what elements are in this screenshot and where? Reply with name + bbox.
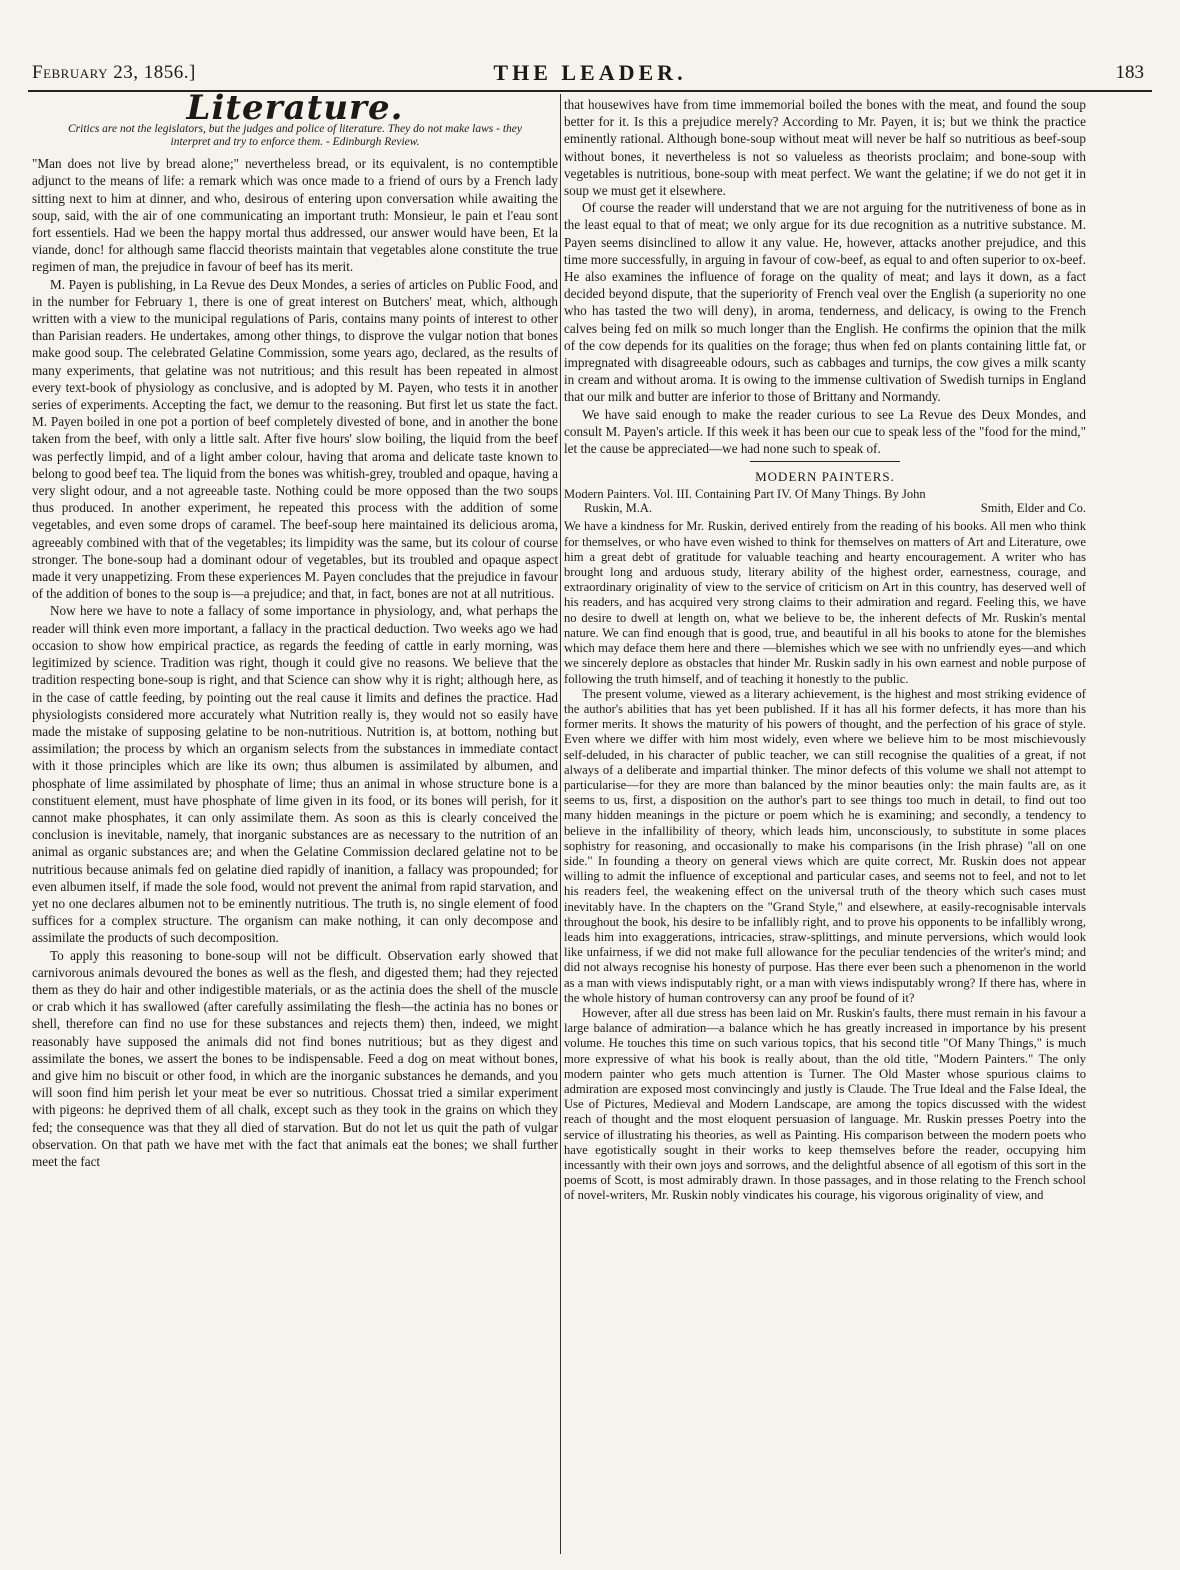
column-divider (560, 94, 561, 1554)
article-paragraph: To apply this reasoning to bone-soup will not be difficult. Observation early showed that carnivorous animals devoured the bones as well as the flesh, and digested them; had they rejected them as they do hair and other indigestible materials, or as the actinia does the shell of the muscle or crab which it has swallowed (after carefully assimilating the flesh—the actinia has no bones or shell, therefore can find no use for these substances and rejects them) then, indeed, we might reasonably have supposed the animals did not find bones nutritious; but as they digest and assimilate the bones, we assert the bones to be indispensable. Feed a dog on meat without bones, and give him no biscuit or other food, in which are the inorganic substances he demands, and you will soon find him perish let your meat be ever so nutritious. Chossat tried a similar experiment with pigeons: he deprived them of all chalk, except such as they took in the grains on which they fed; the consequence was that they all died of starvation. But do not let us quit the path of vulgar observation. On that path we have met with the fact that animals eat the bones; we shall further meet the fact (32, 947, 558, 1169)
page-header (28, 58, 1152, 88)
review-title: MODERN PAINTERS. (755, 469, 895, 485)
newspaper-title: THE LEADER. (493, 60, 687, 85)
review-paragraph: The present volume, viewed as a literary achievement, is the highest and most striking evidence of the author's abilities that has yet been published. If it has all his former defects, it has more than his former merits. It shows the maturity of his powers of thought, and the perfection of his grace of style. Even where we differ with him most widely, even where we believe him to be most mischievously self-deluded, in his character of public teacher, we can still recognise the qualities of a great, if not always of a deliberate and impartial thinker. The minor defects of this volume we shall not attempt to particularise—for they are more than balanced by the minor beauties only: the main faults are, as it seems to us, first, a disposition on the author's part to see things too much in detail, to find out too many hidden meanings in the picture or poem which he is examining; and secondly, a tendency to believe in the infallibility of theory, which leads him, unconsciously, to substitute in some places sophistry for reasoning, and occasionally to make his comparisons (in the Irish phrase) "all on one side." In founding a theory on general views which are quite correct, Mr. Ruskin does not appear willing to admit the influence of exceptional and particular cases, and seems not to feel, and not to let his readers feel, the weakening effect on the universal truth of the theory which such cases must inevitably have. In the chapters on the "Grand Style," and elsewhere, at easily-recognisable intervals throughout the book, his desire to be infallibly right, and to prove his opponents to be infallibly wrong, leads him into exaggerations, intricacies, straw-splittings, and minute perversions, which would look like unfairness, if we did not make full allowance for the peculiar tendencies of the writer's mind; and did not always recognise his honesty of purpose. Has there ever been such a phenomenon in the world as a man with views indisputably right, or a man with views indisputably wrong? If there has, where in the whole history of human controversy can any proof be found of it? (564, 686, 1086, 1005)
review-bibliography-line2 (564, 501, 1086, 515)
review-bibliography (564, 487, 1086, 501)
article-paragraph: "Man does not live by bread alone;" nevertheless bread, or its equivalent, is no contemptible adjunct to the means of life: a remark which was once made to a friend of ours by a French lady sitting next to him at dinner, and who, desirous of entering upon conversation while awaiting the soup, said, with the air of one communicating an important truth: Monsieur, le pain et l'eau sont fort essentiels. Had we been the happy mortal thus addressed, our answer would have been, Et la viande, donc! for although same flaccid theorists maintain that vegetables alone constitute the true regimen of man, the prejudice in favour of beef has its merit. (32, 156, 558, 275)
right-column (564, 96, 1086, 1204)
left-column (32, 88, 558, 1170)
page-number: 183 (1115, 62, 1144, 83)
review-publisher: Smith, Elder and Co. (980, 501, 1086, 516)
review-paragraph: However, after all due stress has been laid on Mr. Ruskin's faults, there must remain in his favour a large balance of admiration—a balance which he has greatly increased in importance by his present volume. He touches this time on such various topics, that his second title "Of Many Things," is much more expressive of what his book is really about, than the old title, "Modern Painters." The only modern painter who gets much attention is Turner. The Old Master whose spurious claims to admiration are exposed most convincingly and justly is Claude. The True Ideal and the False Ideal, the Use of Pictures, Medieval and Modern Landscape, are among the topics discussed with the widest reach of thought and the most eloquent persuasion of language. Mr. Ruskin presses Poetry into the service of illustrating his theories, as well as Painting. His comparison between the modern poets who have egotistically sought in their works to keep themselves before the reader, occupying him incessantly with their own joys and sorrows, and the delightful absence of all egotism of this sort in the poems of Scott, is most admirably drawn. In those passages, and in those relating to the French school of novel-writers, Mr. Ruskin nobly vindicates his courage, his vigorous originality of view, and (564, 1005, 1086, 1203)
section-motto: Critics are not the legislators, but the judges and police of literature. They do not make laws - they interpret and try to enforce them. - Edinburgh Review. (68, 123, 522, 149)
article-paragraph: Now here we have to note a fallacy of some importance in physiology, and, what perhaps the reader will think even more important, a fallacy in the practical deduction. Two weeks ago we had occasion to show how empirical practice, as regards the feeding of cattle in early morning, was legitimized by science. Tradition was right, though it could give no reasons. We believe that the tradition respecting bone-soup is right, and that Science can show why it is right; although here, as in the case of cattle feeding, by pointing out the real cause it limits and defines the practice. Had physiologists considered more accurately what Nutrition really is, they would not so easily have made the mistake of supposing gelatine to be non-nutritious. Nutrition is, at bottom, nothing but assimilation; the process by which an organism selects from the substances in immediate contact with it those principles which are like its own; thus albumen is assimilated by albumen, and phosphate of lime assimilated by phosphate of lime; thus an animal in whose structure bone is a constituent element, must have phosphate of lime given in its food, or its bones will perish, for it cannot make phosphates, it can only assimilate them. As soon as this is clearly conceived the conclusion is inevitable, namely, that inorganic substances are as necessary to the nutrition of an animal as organic substances are; and when the Gelatine Commission declared gelatine not to be nutritious because animals fed on gelatine died rapidly of inanition, a fallacy was propounded; for even albumen itself, if made the sole food, would not prevent the animal from rapid starvation, and yet no one declares albumen not to be eminently nutritious. The truth is, no single element of food suffices for a complex structure. The organism can make nothing, it can only decompose and assimilate the products of such decomposition. (32, 603, 558, 946)
article-paragraph: that housewives have from time immemorial boiled the bones with the meat, and found the soup better for it. Is this a prejudice merely? According to Mr. Payen, it is; but we think the practice eminently rational. Although bone-soup without meat will never be half so nutritious as beef-soup without bones, it nevertheless is not so valueless as theorists proclaim; and bone-soup with vegetables is nutritious, bone-soup with meat perfect. We want the gelatine; if we do not get it in soup we must get it elsewhere. (564, 97, 1086, 199)
review-paragraph: We have a kindness for Mr. Ruskin, derived entirely from the reading of his books. All men who think for themselves, or who have even wished to think for themselves on matters of Art and Literature, owe him a great debt of gratitude for valuable teaching and hearty encouragement. A writer who has brought long and arduous study, literary ability of the highest order, earnestness, courage, and extraordinary originality of view to the service of criticism on Art in this country, has deserved well of his readers, and has acquired very strong claims to their admiration and regard. Feeling this, we have no desire to dwell at length on, what we believe to be, the inherent defects of Mr. Ruskin's mental nature. We can find enough that is good, true, and beautiful in all his books to atone for the blemishes which may deface them here and there —blemishes which we see with no unfriendly eyes—and which we sincerely deplore as obstacles that hinder Mr. Ruskin sadly in his own earnest and noble purpose of following the truth himself, and of teaching it honestly to the public. (564, 519, 1086, 686)
article-paragraph: We have said enough to make the reader curious to see La Revue des Deux Mondes, and consult M. Payen's article. If this week it has been our cue to speak less of the "food for the mind," let the cause be appreciated—we had none such to speak of. (564, 406, 1086, 457)
issue-date: February 23, 1856.] (32, 62, 196, 83)
section-rule (750, 461, 900, 462)
review-author: Ruskin, M.A. (584, 501, 653, 516)
article-paragraph: Of course the reader will understand that we are not arguing for the nutritiveness of bone as in the least equal to that of meat; we only argue for its due recognition as a nutritive substance. M. Payen seems disinclined to allow it any value. He, however, attacks another prejudice, and this time more successfully, in arguing in favour of cow-beef, as equal to and often superior to ox-beef. He also examines the influence of forage on the quality of meat; and lays it down, as a fact decided beyond dispute, that the superiority of French veal over the English (a superiority no one who has tasted the two will deny), in aroma, tenderness, and delicacy, is owing to the French calves being fed on milk so much longer than the English. He confirms the opinion that the milk of the cow depends for its qualities on the forage; thus when fed on plants containing little fat, or impregnated with disagreeable odours, such as cabbages and turnips, the cow gives a milk scanty in cream and without aroma. It is owing to the immense cultivation of Swedish turnips in England that our milk and butter are inferior to those of Brittany and Normandy. (564, 200, 1086, 405)
article-paragraph: M. Payen is publishing, in La Revue des Deux Mondes, a series of articles on Public Food, and in the number for February 1, there is one of great interest on Butchers' meat, which, although written with a view to the municipal regulations of Paris, contains many points of interest to other than Parisian readers. He undertakes, among other things, to disprove the vulgar notion that bones make good soup. The celebrated Gelatine Commission, some years ago, declared, as the results of many experiments, that gelatine was not nutritious; and this result has been repeated in almost every text-book of physiology as conclusive, and is adopted by M. Payen, who tests it in another series of experiments. Accepting the fact, we demur to the reasoning. But first let us state the fact. M. Payen boiled in one pot a portion of beef completely divested of bone, and in another the bone taken from the beef, with only a little salt. After five hours' slow boiling, the liquid from the beef was perfectly limpid, and of a light amber colour, having that aroma and delicate taste known to belong to good beef tea. The liquid from the bones was whitish-grey, troubled and opaque, having a very slight odour, and a not agreeable taste. Nothing could be more opposed than the two soups thus produced. In another experiment, he repeated this process with the addition of some vegetables, and even some drops of caramel. The beef-soup here maintained its delicious aroma, agreeably combined with that of the vegetables; its limpidity was the same, but its colour of course stronger. The bone-soup had a dominant odour of vegetables, but its troubled and opaque aspect made it very unappetizing. From these experiences M. Payen concludes that the prejudice in favour of the addition of bones to the soup is—a prejudice; and that, in fact, bones are not at all nutritious. (32, 276, 558, 602)
review-book-info: Modern Painters. Vol. III. Containing Part IV. Of Many Things. By John (564, 487, 926, 502)
section-title: Literature. (186, 88, 404, 128)
